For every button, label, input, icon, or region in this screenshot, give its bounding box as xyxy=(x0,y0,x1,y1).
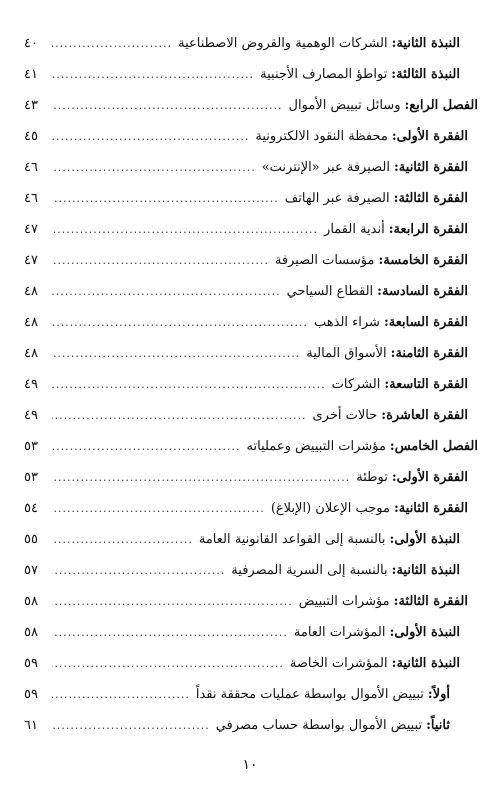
toc-entry-label: الفقرة التاسعة xyxy=(389,377,468,392)
dot-leader xyxy=(52,555,225,586)
toc-entry-page: ٥٩ xyxy=(24,656,38,671)
toc-entry-page: ٥٣ xyxy=(24,470,38,485)
toc-entry-page: ٤٨ xyxy=(24,315,38,330)
dot-leader xyxy=(52,59,254,90)
toc-entry-page: ٤٩ xyxy=(24,377,38,392)
toc-entry-title: المؤشرات الخاصة xyxy=(289,656,388,671)
toc-entry-title: مؤشرات التبييض وعملياته xyxy=(246,439,386,454)
toc-entry-separator: : xyxy=(393,594,399,609)
toc-entry xyxy=(24,524,478,555)
toc-entry-page: ٥٨ xyxy=(24,625,38,640)
toc-entry-page: ٤٦ xyxy=(24,191,38,206)
toc-entry-separator: : xyxy=(388,222,394,237)
toc-entry-title: موجب الإعلان (الإبلاغ) xyxy=(270,501,390,516)
dot-leader xyxy=(52,152,256,183)
dot-leader xyxy=(52,431,241,462)
toc-entry-label: أولاً xyxy=(432,687,450,702)
toc-entry-page: ٤٥ xyxy=(24,129,38,144)
toc-entry xyxy=(24,462,478,493)
dot-leader xyxy=(52,369,326,400)
toc-entry-separator: : xyxy=(426,718,431,733)
toc-entry xyxy=(24,555,478,586)
dot-leader xyxy=(52,524,193,555)
toc-entry-page: ٥٥ xyxy=(24,532,38,547)
toc-entry-title: تبييض الأموال بواسطة حساب مصرفي xyxy=(215,718,423,733)
toc-entry-label: الفقرة الثانية xyxy=(398,160,468,175)
toc-entry-label: النبذة الأولى xyxy=(394,625,460,640)
toc-entry xyxy=(24,121,478,152)
toc-entry-separator: : xyxy=(391,36,397,51)
toc-entry xyxy=(24,28,478,59)
toc-entry-page: ٤٨ xyxy=(24,346,38,361)
toc-entry-page: ٥٨ xyxy=(24,594,38,609)
toc-entry-title: وسائل تبييض الأموال xyxy=(288,98,401,113)
toc-entry-label: النبذة الثانية xyxy=(396,563,460,578)
toc-entry-title: توطئة xyxy=(356,470,388,485)
dot-leader xyxy=(52,214,318,245)
toc-entry-separator: : xyxy=(391,470,397,485)
toc-entry-separator: : xyxy=(377,284,382,299)
toc-entry-separator: : xyxy=(404,98,410,113)
toc-entry-separator: : xyxy=(427,687,433,702)
toc-entry-title: أندية القمار xyxy=(324,222,385,237)
toc-entry-page: ٦١ xyxy=(24,718,38,733)
toc-entry-title: بالنسبة إلى السرية المصرفية xyxy=(231,563,388,578)
toc-entry xyxy=(24,400,478,431)
toc-entry-title: حالات أخرى xyxy=(312,408,378,423)
toc-entry-page: ٤٦ xyxy=(24,160,38,175)
toc-entry-separator: : xyxy=(378,253,384,268)
toc-entry-page: ٤٩ xyxy=(24,408,38,423)
toc-entry-title: الشركات الوهمية والقروض الاصطناعية xyxy=(178,36,388,51)
toc-entry-separator: : xyxy=(389,439,395,454)
toc-entry xyxy=(24,493,478,524)
toc-entry-separator: : xyxy=(391,67,397,82)
toc-entry-title: القطاع السياحي xyxy=(286,284,374,299)
toc-entry-label: النبذة الأولى xyxy=(394,532,460,547)
dot-leader xyxy=(52,648,284,679)
toc-entry-title: تواطؤ المصارف الأجنبية xyxy=(260,67,388,82)
dot-leader xyxy=(52,183,279,214)
toc-entry-label: الفقرة الثالثة xyxy=(398,191,468,206)
toc-entry xyxy=(24,90,478,121)
toc-entry-label: النبذة الثالثة xyxy=(396,67,460,82)
dot-leader xyxy=(52,338,300,369)
toc-entry-title: محفظة النقود الالكترونية xyxy=(255,129,388,144)
toc-entry-title: الأسواق المالية xyxy=(306,346,387,361)
toc-entry xyxy=(24,679,478,710)
toc-entry-separator: : xyxy=(391,129,397,144)
toc-entry-page: ٥٩ xyxy=(24,687,38,702)
dot-leader xyxy=(52,679,190,710)
toc-entry xyxy=(24,307,478,338)
toc-entry-title: مؤسسات الصيرفة xyxy=(274,253,375,268)
dot-leader xyxy=(52,462,350,493)
toc-entry-label: ثانياً xyxy=(430,718,450,733)
dot-leader xyxy=(52,245,269,276)
dot-leader xyxy=(52,400,306,431)
toc-entry-separator: : xyxy=(393,501,399,516)
toc-entry-label: الفقرة الأولى xyxy=(396,129,468,144)
toc-entry-separator: : xyxy=(389,625,395,640)
toc-entry xyxy=(24,369,478,400)
toc-entry xyxy=(24,183,478,214)
toc-entry-title: الشركات xyxy=(331,377,381,392)
toc-entry-title: بالنسبة إلى القواعد القانونية العامة xyxy=(198,532,386,547)
toc-entry-label: الفصل الرابع xyxy=(409,98,478,113)
toc-entry xyxy=(24,648,478,679)
dot-leader xyxy=(52,121,249,152)
toc-entry-page: ٥٧ xyxy=(24,563,38,578)
toc-entry-separator: : xyxy=(390,346,396,361)
dot-leader xyxy=(52,586,293,617)
toc-entry-separator: : xyxy=(384,377,390,392)
table-of-contents xyxy=(24,28,478,741)
toc-entry-label: الفقرة الثانية xyxy=(398,501,468,516)
toc-entry-label: الفقرة الثامنة xyxy=(395,346,468,361)
toc-entry-separator: : xyxy=(393,191,399,206)
toc-entry-page: ٥٣ xyxy=(24,439,38,454)
toc-entry-title: تبييض الأموال بواسطة عمليات محققة نقداً xyxy=(195,687,424,702)
toc-entry-label: الفقرة العاشرة xyxy=(386,408,468,423)
toc-entry-separator: : xyxy=(393,160,399,175)
toc-entry-label: الفصل الخامس xyxy=(394,439,478,454)
dot-leader xyxy=(52,617,288,648)
toc-entry-label: الفقرة الثالثة xyxy=(398,594,468,609)
dot-leader xyxy=(52,493,265,524)
toc-entry-title: الصيرفة عبر «الإنترنت» xyxy=(261,160,390,175)
toc-entry xyxy=(24,214,478,245)
toc-entry-page: ٤٣ xyxy=(24,98,38,113)
toc-entry-separator: : xyxy=(383,315,389,330)
toc-entry-label: الفقرة السابعة xyxy=(388,315,468,330)
toc-entry-separator: : xyxy=(381,408,387,423)
toc-entry-separator: : xyxy=(391,563,397,578)
toc-entry-title: شراء الذهب xyxy=(314,315,380,330)
toc-entry-title: المؤشرات العامة xyxy=(293,625,386,640)
toc-entry xyxy=(24,152,478,183)
toc-entry-page: ٤٨ xyxy=(24,284,38,299)
toc-entry xyxy=(24,617,478,648)
dot-leader xyxy=(52,307,308,338)
toc-entry-page: ٤٧ xyxy=(24,222,38,237)
toc-entry-label: الفقرة الخامسة xyxy=(383,253,468,268)
toc-entry-label: الفقرة السادسة xyxy=(381,284,468,299)
toc-entry-page: ٤١ xyxy=(24,67,38,82)
page-number: ١٠ xyxy=(242,757,258,773)
dot-leader xyxy=(52,90,283,121)
toc-entry-page: ٥٤ xyxy=(24,501,38,516)
toc-entry xyxy=(24,276,478,307)
toc-entry-title: مؤشرات التبييض xyxy=(298,594,390,609)
toc-entry xyxy=(24,245,478,276)
toc-entry-page: ٤٠ xyxy=(24,36,38,51)
toc-entry-separator: : xyxy=(389,532,395,547)
dot-leader xyxy=(52,28,172,59)
toc-entry xyxy=(24,59,478,90)
toc-entry xyxy=(24,586,478,617)
toc-entry-label: النبذة الثانية xyxy=(396,36,460,51)
toc-entry xyxy=(24,710,478,741)
toc-entry-label: الفقرة الرابعة xyxy=(393,222,468,237)
toc-entry-separator: : xyxy=(391,656,397,671)
dot-leader xyxy=(52,276,281,307)
toc-entry xyxy=(24,431,478,462)
dot-leader xyxy=(52,710,210,741)
toc-entry-label: الفقرة الأولى xyxy=(396,470,468,485)
toc-entry-title: الصيرفة عبر الهاتف xyxy=(284,191,390,206)
toc-entry-label: النبذة الثانية xyxy=(396,656,460,671)
toc-entry-page: ٤٧ xyxy=(24,253,38,268)
toc-entry xyxy=(24,338,478,369)
